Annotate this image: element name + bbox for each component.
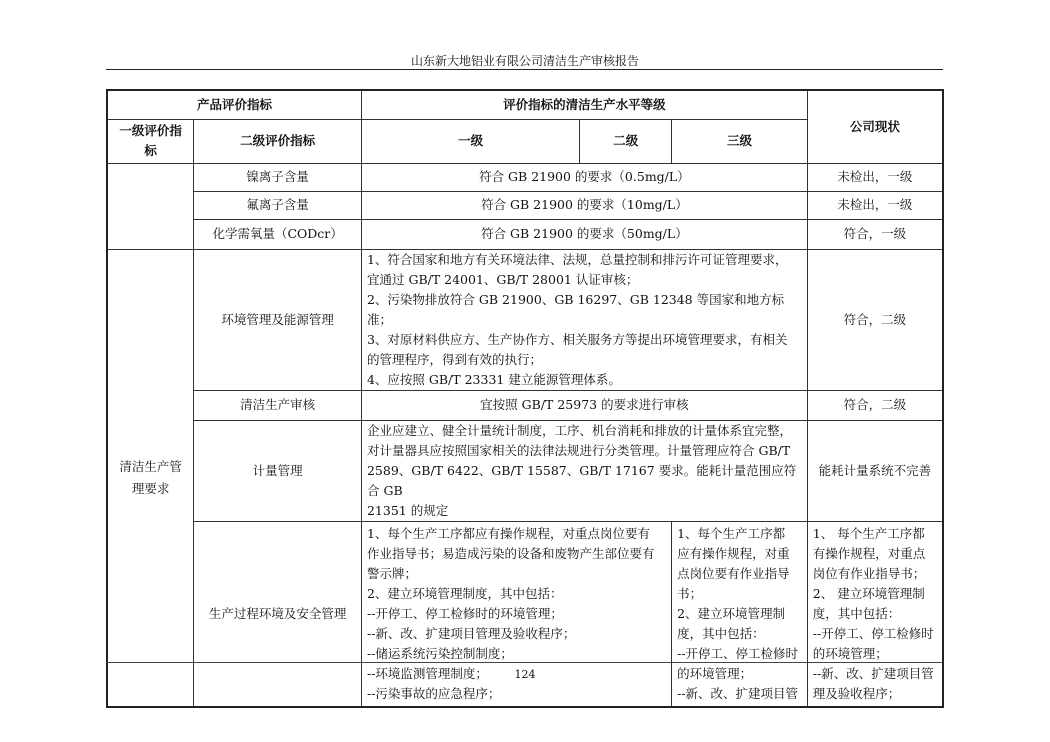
header-company-status: 公司现状 <box>807 90 943 163</box>
page-number: 124 <box>514 668 536 681</box>
requirement: 宜按照 GB/T 25973 的要求进行审核 <box>361 390 807 420</box>
page-header: 山东新大地铝业有限公司清洁生产审核报告 <box>410 54 639 68</box>
company-status: 符合，二级 <box>807 390 943 420</box>
requirement-level-2: 1、每个生产工序都 应有操作规程，对重 点岗位要有作业指导 书； 2、建立环境管理制 度，其中包括： --开停工、停工检修时 的环境管理； --新、改、扩建项目管 <box>672 521 808 707</box>
header-product-indicators: 产品评价指标 <box>107 90 361 119</box>
requirement: 1、符合国家和地方有关环境法律、法规，总量控制和排污许可证管理要求， 宜通过 GB/T 24001、GB/T 28001 认证审核； 2、污染物排放符合 GB 21900、GB 16297、GB 12348 等国家和地方标准； 3、对原材料供应方、生产协作方、相关服务方等提出环境管理要求，有相关 的管理程序，得到有效的执行； 4、应按照 GB/T 23331 建立能源管理体系。 <box>361 249 807 390</box>
indicator-name: 镍离子含量 <box>194 163 362 191</box>
header-level-1: 一级 <box>361 119 579 163</box>
table-row <box>107 390 943 420</box>
table-row <box>107 420 943 521</box>
header-first-indicator: 一级评价指 标 <box>107 119 194 163</box>
header-level-3: 三级 <box>672 119 808 163</box>
indicator-name: 氟离子含量 <box>194 191 362 219</box>
company-status: 未检出，一级 <box>807 163 943 191</box>
company-status: 未检出，一级 <box>807 191 943 219</box>
table-row <box>107 249 943 390</box>
indicator-name: 化学需氧量（CODcr） <box>194 219 362 249</box>
group-label: 清洁生产管 理要求 <box>107 249 194 707</box>
company-status: 符合，一级 <box>807 219 943 249</box>
table-row <box>107 191 943 219</box>
requirement-level-1: 1、每个生产工序都应有操作规程，对重点岗位要有 作业指导书；易造成污染的设备和废物产生部位要有 警示牌； 2、建立环境管理制度，其中包括： --开停工、停工检修时的环境管理； --新、改、扩建项目管理及验收程序； --储运系统污染控制制度； --环境监测管理制度； --污染事故的应急程序； <box>361 521 671 707</box>
footer-divider <box>106 662 943 663</box>
header-divider <box>106 69 943 70</box>
indicator-name: 计量管理 <box>194 420 362 521</box>
table-row <box>107 163 943 191</box>
requirement: 企业应建立、健全计量统计制度，工序、机台消耗和排放的计量体系宜完整， 对计量器具应按照国家相关的法律法规进行分类管理。计量管理应符合 GB/T 2589、GB/T 6422、GB/T 15587、GB/T 17167 要求。能耗计量范围应符合 GB 21351 的规定 <box>361 420 807 521</box>
header-second-indicator: 二级评价指标 <box>194 119 362 163</box>
header-level: 评价指标的清洁生产水平等级 <box>361 90 807 119</box>
header-level-2: 二级 <box>580 119 672 163</box>
indicator-name: 生产过程环境及安全管理 <box>194 521 362 707</box>
table-row <box>107 219 943 249</box>
requirement: 符合 GB 21900 的要求（50mg/L） <box>361 219 807 249</box>
indicator-name: 环境管理及能源管理 <box>194 249 362 390</box>
company-status: 能耗计量系统不完善 <box>807 420 943 521</box>
company-status: 符合，二级 <box>807 249 943 390</box>
requirement: 符合 GB 21900 的要求（0.5mg/L） <box>361 163 807 191</box>
requirement-level-3: 1、 每个生产工序都 有操作规程，对重点 岗位有作业指导书； 2、 建立环境管理制 度，其中包括： --开停工、停工检修时 的环境管理； --新、改、扩建项目管 理及验收程序； <box>807 521 943 707</box>
indicator-name: 清洁生产审核 <box>194 390 362 420</box>
requirement: 符合 GB 21900 的要求（10mg/L） <box>361 191 807 219</box>
group-empty <box>107 163 194 249</box>
evaluation-table <box>106 89 944 708</box>
